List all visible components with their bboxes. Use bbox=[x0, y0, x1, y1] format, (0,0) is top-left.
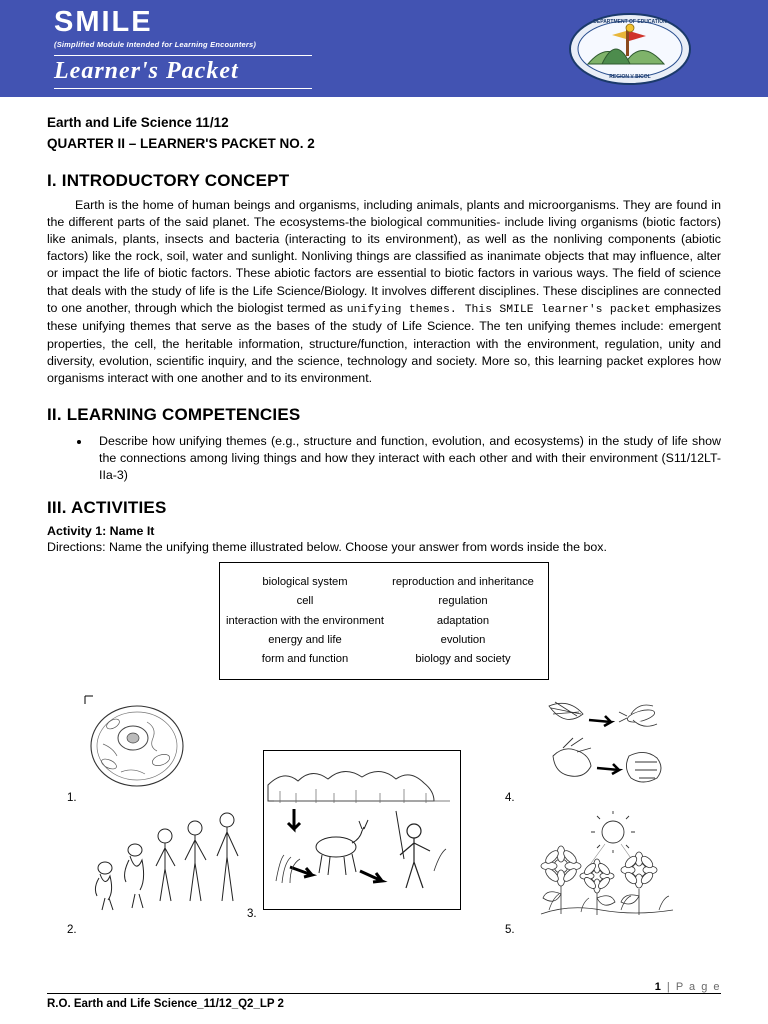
course-title: Earth and Life Science 11/12 bbox=[47, 115, 229, 130]
learners-packet-title: Learner's Packet bbox=[54, 57, 239, 84]
figure-5-energy-and-life-illustration bbox=[535, 810, 679, 929]
section-heading-introductory-concept: I. INTRODUCTORY CONCEPT bbox=[47, 171, 290, 190]
page-header-banner bbox=[0, 0, 768, 97]
intro-mono-phrase-1: unifying themes. bbox=[346, 303, 457, 316]
word-bank-item: regulation bbox=[438, 595, 488, 608]
brand-block bbox=[0, 5, 312, 89]
section-heading-activities: III. ACTIVITIES bbox=[47, 498, 167, 518]
figure-4-form-and-function-illustration bbox=[543, 694, 673, 803]
word-bank-item: cell bbox=[296, 595, 314, 608]
figure-number-1: 1. bbox=[67, 792, 77, 805]
divider-top bbox=[54, 55, 312, 56]
brand-title: SMILE bbox=[54, 5, 153, 38]
figure-number-2: 2. bbox=[67, 924, 77, 937]
word-bank-item: biological system bbox=[262, 576, 348, 589]
activity-figures-area bbox=[47, 688, 721, 938]
spacer-2 bbox=[47, 484, 721, 498]
footer-divider bbox=[47, 993, 721, 994]
figure-number-3: 3. bbox=[247, 908, 257, 921]
intro-text-part1: Earth is the home of human beings and organisms, including animals, plants and microorganisms. They are found in the different parts of the said planet. The ecosystems-the biological communities- include living organisms (biotic factors) like animals, plants, insects and bacteria (interacting to its environment), as well as the nonliving components (abiotic factors) like the rock, soil, water and sunlight. Nonliving things are classified as inanimate objects that may influence, alter or impact the life of biotic factors. These abiotic factors are essential to biotic factors in various ways. The field of science that deals with the study of life is the Life Science/Biology. It involves different disciplines. These disciplines are connected to one another, through which the biologist termed as bbox=[47, 198, 721, 315]
figure-1-cell-illustration bbox=[81, 694, 193, 801]
intro-text-part2: emphasizes these unifying themes that serve as the bases of the study of Life Science. The ten unifying themes include: emergent properties, the cell, the heritable information, structure/function, interaction with the environment, regulation, unity and diversity, evolution, scientific inquiry, and the science, technology and society. More so, this learning packet explores how organisms interact with one another and to its environment. bbox=[47, 300, 722, 385]
page-number-separator: | bbox=[666, 981, 672, 993]
page-number-word: P a g e bbox=[675, 981, 721, 993]
document-body bbox=[0, 97, 768, 938]
brand-subtitle: (Simplified Module Intended for Learning Encounters) bbox=[54, 39, 257, 49]
word-bank-item: form and function bbox=[261, 653, 349, 666]
svg-text:DEPARTMENT OF EDUCATION: DEPARTMENT OF EDUCATION bbox=[593, 19, 667, 25]
spacer-1 bbox=[47, 391, 721, 405]
page-number bbox=[655, 981, 721, 993]
list-item: • Describe how unifying themes (e.g., structure and function, evolution, and ecosystems) in the study of life show the connections among living things and how they interact with each other and with their environment (S11/12LT-IIa-3) bbox=[91, 433, 721, 484]
word-bank-right-column bbox=[384, 573, 542, 669]
word-bank-item: adaptation bbox=[436, 614, 490, 627]
svg-text:REGION V BICOL: REGION V BICOL bbox=[609, 74, 651, 80]
figure-3-ecosystem-illustration bbox=[263, 750, 461, 910]
word-bank-item: evolution bbox=[440, 633, 486, 646]
word-bank-item: interaction with the environment bbox=[226, 614, 384, 627]
deped-seal-icon bbox=[568, 12, 692, 86]
word-bank-item: reproduction and inheritance bbox=[392, 576, 534, 589]
figure-2-evolution-illustration bbox=[89, 806, 249, 929]
page-footer bbox=[47, 993, 721, 1010]
quarter-subtitle: QUARTER II – LEARNER'S PACKET NO. 2 bbox=[47, 136, 315, 151]
intro-mono-phrase-2: This SMILE learner's packet bbox=[464, 303, 651, 316]
word-bank-box bbox=[219, 562, 549, 680]
footer-document-code: R.O. Earth and Life Science_11/12_Q2_LP 2 bbox=[47, 998, 284, 1010]
word-bank-left-column bbox=[226, 573, 384, 669]
activity-directions: Directions: Name the unifying theme illustrated below. Choose your answer from words inside the box. bbox=[47, 540, 607, 555]
section-heading-learning-competencies: II. LEARNING COMPETENCIES bbox=[47, 404, 301, 424]
divider-bottom bbox=[54, 88, 312, 89]
word-bank-item: biology and society bbox=[415, 653, 511, 666]
intro-paragraph bbox=[47, 197, 721, 387]
page-number-value: 1 bbox=[654, 981, 663, 993]
activity-title: Activity 1: Name It bbox=[47, 524, 155, 539]
figure-number-4: 4. bbox=[505, 792, 515, 805]
footer-row bbox=[47, 998, 721, 1010]
figure-number-5: 5. bbox=[505, 924, 515, 937]
competencies-list bbox=[47, 433, 721, 484]
word-bank-item: energy and life bbox=[268, 633, 342, 646]
